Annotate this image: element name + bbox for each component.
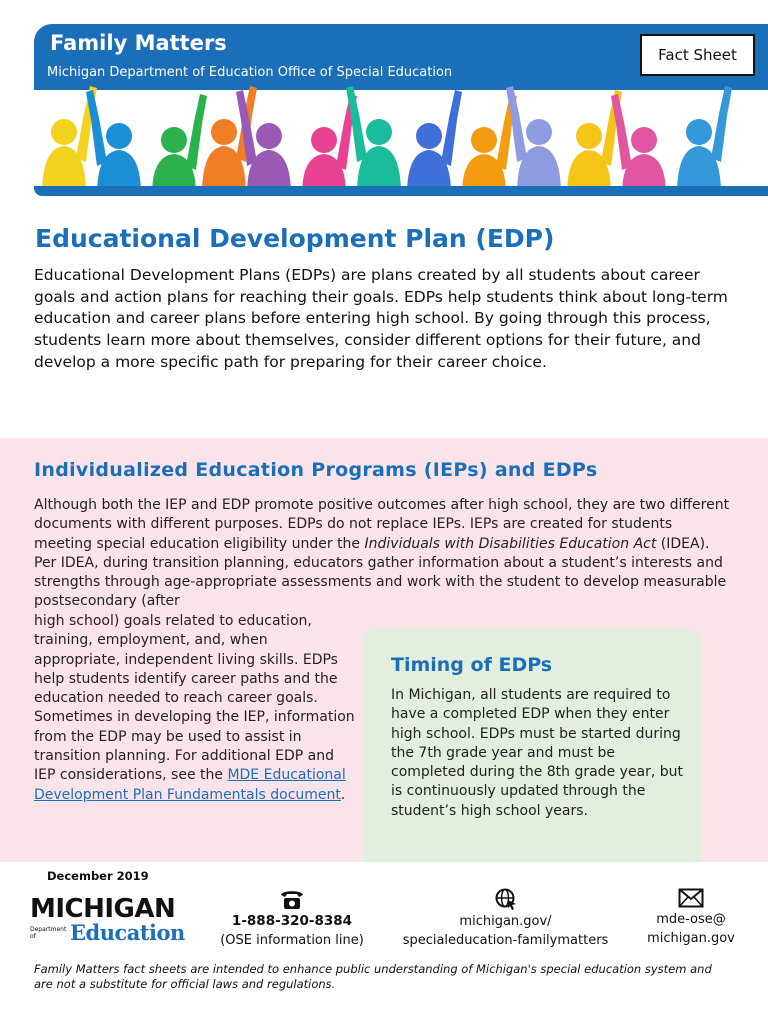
email-line1[interactable]: mde-ose@	[656, 912, 726, 927]
person-silhouette	[302, 94, 357, 195]
newsletter-subtitle: Michigan Department of Education Office of Special Education	[47, 65, 453, 80]
person-silhouette	[407, 90, 462, 195]
email-contact	[630, 888, 752, 948]
iep-paragraph-left	[34, 612, 356, 805]
timing-paragraph: In Michigan, all students are required to have a completed EDP when they enter high school. EDPs must be started during the 7th grade year and must be completed during the 8th grade year, but is continuously updated through the student’s high school years.	[391, 687, 684, 819]
edp-intro-paragraph: Educational Development Plans (EDPs) are plans created by all students about career goals and action plans for reaching their goals. EDPs help students think about long-term education and career plans before entering high school. By going through this process, students learn more about themselves, consider different options for their future, and develop a more specific path for preparing for their career choice.	[34, 266, 728, 371]
person-silhouette	[462, 94, 517, 195]
publication-date: December 2019	[47, 869, 149, 883]
logo-department-text: Department of	[30, 926, 67, 940]
phone-number[interactable]: 1-888-320-8384	[231, 913, 353, 929]
person-silhouette	[677, 86, 732, 195]
person-silhouette	[86, 90, 141, 195]
globe-icon	[494, 888, 518, 910]
person-silhouette	[611, 94, 666, 195]
fact-sheet-badge: Fact Sheet	[640, 34, 755, 76]
phone-contact	[202, 888, 382, 950]
disclaimer-text: Family Matters fact sheets are intended to enhance public understanding of Michigan's special education system and are not a substitute for official laws and regulations.	[34, 962, 712, 991]
web-contact	[388, 888, 623, 950]
iep-section-heading: Individualized Education Programs (IEPs) and EDPs	[34, 459, 598, 481]
logo-education-text: Education	[70, 920, 185, 945]
iep-paragraph-top	[34, 496, 734, 612]
raised-hands-illustration	[34, 70, 768, 195]
phone-icon	[279, 888, 305, 910]
person-silhouette	[152, 94, 207, 195]
mde-edp-fundamentals-link[interactable]: MDE Educational Development Plan Fundamentals document	[34, 767, 346, 803]
iep-text-part1: Although both the IEP and EDP promote positive outcomes after high school, they are two different documents with different purposes. EDPs do not replace IEPs. IEPs are created for students meeting special education eligibility under the	[34, 497, 730, 552]
timing-heading: Timing of EDPs	[391, 654, 553, 676]
website-line1[interactable]: michigan.gov/	[459, 914, 552, 929]
iep-text-part2: (IDEA). Per IDEA, during transition planning, educators gather information about a student’s interests and strengths through age-appropriate assessments and work with the student to develop measurable postsecondary (after	[34, 535, 727, 610]
michigan-education-logo	[30, 894, 190, 950]
iep-text-part3: high school) goals related to education, training, employment, and, when appropriate, independent living skills. EDPs help students identify career paths and the education needed to reach career goals. Sometimes in developing the IEP, information from the EDP may be used to assist in transition planning. For additional EDP and IEP considerations, see the	[34, 613, 355, 784]
logo-michigan-text: MICHIGAN	[30, 894, 176, 924]
idea-act-name: Individuals with Disabilities Education Act	[364, 535, 657, 552]
website-line2[interactable]: specialeducation-familymatters	[402, 933, 609, 948]
person-silhouette	[506, 86, 561, 195]
page-title: Educational Development Plan (EDP)	[35, 224, 555, 253]
header-divider-bar	[34, 186, 768, 196]
envelope-icon	[678, 888, 704, 908]
person-silhouette	[346, 86, 401, 195]
phone-note: (OSE information line)	[220, 933, 364, 948]
iep-text-end: .	[340, 786, 346, 803]
newsletter-title: Family Matters	[50, 31, 227, 55]
email-line2[interactable]: michigan.gov	[647, 931, 735, 946]
